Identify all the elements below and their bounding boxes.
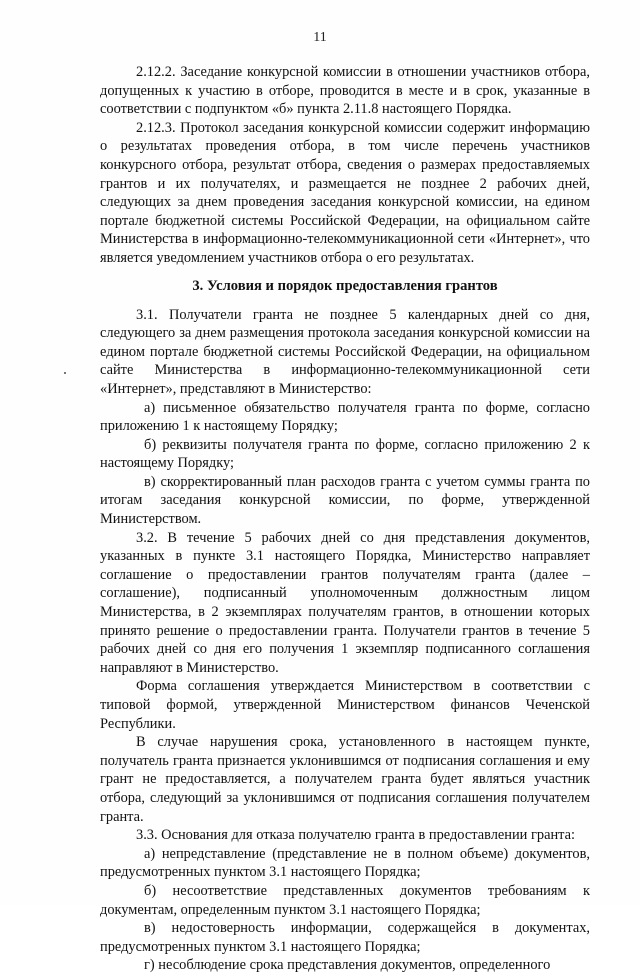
refusal-item-a: а) непредставление (представление не в полном объеме) документов, предусмотренных пунктом 3.1 настоящего Порядка;	[100, 845, 590, 881]
paragraph-3-1: 3.1. Получатели гранта не позднее 5 календарных дней со дня, следующего за днем размещения протокола заседания конкурсной комиссии на едином портале бюджетной системы Российской Федерации, на официальном сайте Министерства в информационно-телекоммуникационной сети «Интернет», представляют в Министерство:	[100, 306, 590, 397]
list-item-a: а) письменное обязательство получателя гранта по форме, согласно приложению 1 к настоящему Порядку;	[100, 399, 590, 435]
paragraph-3-2: 3.2. В течение 5 рабочих дней со дня представления документов, указанных в пункте 3.1 настоящего Порядка, Министерство направляет соглашение о предоставлении грантов получателям гранта (далее – соглашение), подписанный уполномоченным должностным лицом Министерства, в 2 экземплярах получателям грантов, в отношении которых принято решение о предоставлении гранта. Получатели грантов в течение 5 рабочих дней со дня его получения 1 экземпляр подписанного соглашения направляют в Министерство.	[100, 529, 590, 676]
paragraph-2-12-2: 2.12.2. Заседание конкурсной комиссии в отношении участников отбора, допущенных к участию в отборе, проводится в месте и в срок, указанные в соответствии с подпунктом «б» пункта 2.11.8 настоящего Порядка.	[100, 64, 590, 118]
paragraph-3-3: 3.3. Основания для отказа получателю гранта в предоставлении гранта:	[136, 827, 576, 844]
paragraph-deadline-violation: В случае нарушения срока, установленного в настоящем пункте, получатель гранта признается уклонившимся от подписания соглашения и ему грант не предоставляется, а получателем гранта будет являться участник отбора, следующий за уклонившимся от подписания соглашения получателем гранта.	[100, 734, 590, 825]
paragraph-agreement-form: Форма соглашения утверждается Министерством в соответствии с типовой формой, утвержденной Министерством финансов Чеченской Республики.	[100, 678, 590, 732]
section-heading: 3. Условия и порядок предоставления грантов	[192, 277, 498, 294]
refusal-item-g: г) несоблюдение срока представления документов, определенного	[144, 957, 551, 974]
refusal-item-b: б) несоответствие представленных документов требованиям к документам, определенным пунктом 3.1 настоящего Порядка;	[100, 882, 590, 918]
scan-speck	[64, 372, 66, 374]
list-item-b: б) реквизиты получателя гранта по форме, согласно приложению 2 к настоящему Порядку;	[100, 436, 590, 472]
refusal-item-v: в) недостоверность информации, содержащейся в документах, предусмотренных пунктом 3.1 настоящего Порядка;	[100, 920, 590, 955]
paragraph-2-12-3: 2.12.3. Протокол заседания конкурсной комиссии содержит информацию о результатах проведения отбора, в том числе перечень участников конкурсного отбора, результат отбора, сведения о размерах предоставляемых грантов и их получателях, и размещается не позднее 2 рабочих дней, следующих за днем проведения заседания конкурсной комиссии, на едином портале бюджетной системы Российской Федерации, на официальном сайте Министерства в информационно-телекоммуникационной сети «Интернет», что является уведомлением участников отбора о его результатах.	[100, 119, 590, 266]
list-item-v: в) скорректированный план расходов гранта с учетом суммы гранта по итогам заседания конкурсной комиссии, по форме, утвержденной Министерством.	[100, 473, 590, 528]
document-body	[100, 63, 590, 975]
page-number: 11	[313, 30, 327, 45]
